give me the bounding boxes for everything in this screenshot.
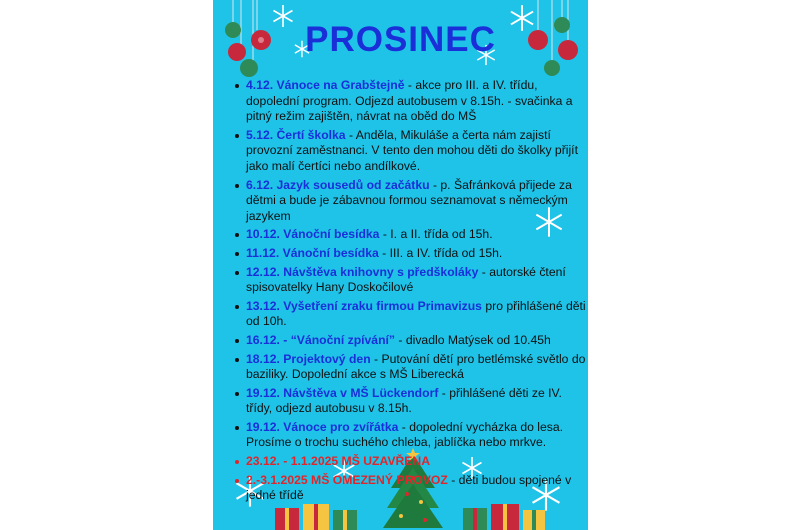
event-highlight: 11.12. Vánoční besídka [246,245,379,260]
event-item [246,227,588,243]
event-highlight: 10.12. Vánoční besídka [246,227,380,242]
poster [213,0,588,530]
event-highlight: 13.12. Vyšetření zraku firmou Primavizus [246,298,482,313]
event-highlight: 16.12. - “Vánoční zpívání” [246,332,396,347]
event-highlight: 6.12. Jazyk sousedů od začátku [246,177,430,192]
event-item [246,246,588,262]
event-highlight: 19.12. Vánoce pro zvířátka [246,419,399,434]
poster-title: PROSINEC [305,20,496,59]
event-text: - Putování dětí pro betlémské světlo do baziliky. Dopolední akce s MŠ Liberecká [246,351,586,382]
event-text: - divadlo Matýsek od 10.45h [395,332,551,347]
event-highlight: 18.12. Projektový den [246,351,371,366]
event-text: - akce pro III. a IV. třídu, dopolední program. Odjezd autobusem v 8.15h. - svačinka a pitný režim zajištěn, návrat na oběd do MŠ [246,78,573,124]
event-text: - autorské čtení spisovatelky Hany Doskočilové [246,264,566,295]
event-text: - přihlášené děti ze IV. třídy, odjezd autobusu v 8.15h. [246,385,562,416]
event-item [246,178,588,225]
event-highlight: 4.12. Vánoce na Grabštejně [246,78,405,92]
event-item [246,128,588,175]
event-item [246,78,588,125]
event-item [246,265,588,296]
event-text: - I. a II. třída od 15h. [379,227,493,242]
event-highlight: 5.12. Čertí školka [246,127,346,142]
event-item [246,299,588,330]
event-item [246,454,588,470]
event-list [234,78,588,507]
event-item [246,333,588,349]
event-highlight: 2.-3.1.2025 MŠ OMEZENÝ PROVOZ [246,472,448,487]
event-text: - dopolední vycházka do lesa. Prosíme o trochu suchého chleba, jablíčka nebo mrkve. [246,419,564,450]
event-text: - děti budou spojené v jedné třídě [246,472,572,503]
event-item [246,386,588,417]
event-highlight: 23.12. - 1.1.2025 MŠ UZAVŘENA [246,454,431,469]
event-highlight: 19.12. Návštěva v MŠ Lückendorf [246,385,439,400]
event-text: - p. Šafránková přijede za dětmi a bude je zábavnou formou seznamovat s německým jazykem [246,177,572,223]
event-item [246,420,588,451]
event-highlight: 12.12. Návštěva knihovny s předškoláky [246,264,479,279]
event-item [246,473,588,504]
event-text: - Anděla, Mikuláše a čerta nám zajistí provozní zaměstnanci. V tento den mohou děti do školky přijít jako malí čertíci nebo andílkové. [246,127,578,173]
event-item [246,352,588,383]
event-text: pro přihlášené děti od 10h. [246,298,586,329]
event-text: - III. a IV. třída od 15h. [378,245,503,260]
